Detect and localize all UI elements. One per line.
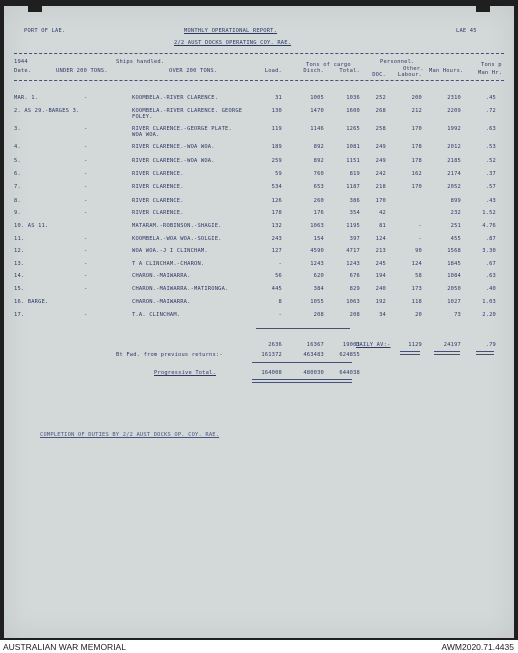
cell-tons-per-hour: 2.20 xyxy=(482,312,496,318)
cell-tons-per-hour: .72 xyxy=(485,108,496,114)
cell-labour: 170 xyxy=(411,126,422,132)
cell-under-200: - xyxy=(84,210,88,216)
cell-total: 1600 xyxy=(346,108,360,114)
cell-date: 7. xyxy=(14,184,21,190)
cell-doc: 242 xyxy=(375,171,386,177)
cell-tons-per-hour: 1.52 xyxy=(482,210,496,216)
cell-man-hours: 1568 xyxy=(447,248,461,254)
col-man-hours: Man Hours. xyxy=(429,68,464,74)
cell-over-200: CHARON.-MAIWARRA. xyxy=(132,299,191,305)
cell-total: 4717 xyxy=(346,248,360,254)
cell-over-200: KOOMBELA.-RIVER CLARENCE. GEORGE FOLEY. xyxy=(132,108,243,120)
archive-footer xyxy=(0,641,518,653)
cell-disch: 1055 xyxy=(310,299,324,305)
report-title: MONTHLY OPERATIONAL REPORT. xyxy=(184,28,278,34)
column-header-rule xyxy=(14,80,504,81)
cell-over-200: RIVER CLARENCE. xyxy=(132,210,184,216)
cell-over-200: RIVER CLARENCE. xyxy=(132,171,184,177)
cell-man-hours: 1084 xyxy=(447,273,461,279)
cell-doc: 268 xyxy=(375,108,386,114)
cell-under-200: - xyxy=(84,126,88,132)
total-doc: 1129 xyxy=(408,342,422,348)
col-load: Load. xyxy=(264,68,282,74)
cell-disch: 176 xyxy=(313,210,324,216)
cell-under-200: - xyxy=(84,198,88,204)
cell-total: 676 xyxy=(349,273,360,279)
cell-over-200: T.A. CLINCHAM. xyxy=(132,312,181,318)
cell-tons-per-hour: .43 xyxy=(485,198,496,204)
file-stamp: LAE 45 xyxy=(456,28,477,34)
cell-load: 119 xyxy=(271,126,282,132)
total-total: 19003 xyxy=(342,342,360,348)
cell-date: 4. xyxy=(14,144,21,150)
cell-over-200: KOOMBELA.-WOA WOA.-SOLGIE. xyxy=(132,236,222,242)
cell-man-hours: 2209 xyxy=(447,108,461,114)
cell-date: 16. BARGE. xyxy=(14,299,49,305)
cell-total: 1243 xyxy=(346,261,360,267)
cell-doc: 249 xyxy=(375,158,386,164)
progressive-total: 644038 xyxy=(339,370,360,376)
cell-date: 8. xyxy=(14,198,21,204)
cell-disch: 208 xyxy=(313,312,324,318)
cell-load: 189 xyxy=(271,144,282,150)
cell-man-hours: 2310 xyxy=(447,95,461,101)
cell-over-200: CHARON.-MAIWARRA. xyxy=(132,273,191,279)
cell-doc: 34 xyxy=(379,312,386,318)
cell-tons-per-hour: .57 xyxy=(485,184,496,190)
cell-under-200: - xyxy=(84,171,88,177)
cell-man-hours: 251 xyxy=(450,223,461,229)
cell-under-200: - xyxy=(84,236,88,242)
cell-date: 12. xyxy=(14,248,25,254)
cell-load: 31 xyxy=(275,95,282,101)
cell-over-200: RIVER CLARENCE. xyxy=(132,198,184,204)
cell-tons-per-hour: .63 xyxy=(485,126,496,132)
archive-name: AUSTRALIAN WAR MEMORIAL xyxy=(3,642,126,652)
cell-man-hours: 2185 xyxy=(447,158,461,164)
cell-labour: 200 xyxy=(411,95,422,101)
cell-tons-per-hour: .53 xyxy=(485,144,496,150)
cell-doc: 194 xyxy=(375,273,386,279)
cell-under-200: - xyxy=(84,144,88,150)
report-subtitle: 2/2 AUST DOCKS OPERATING COY. RAE. xyxy=(174,40,292,46)
cell-labour: 124 xyxy=(411,261,422,267)
cell-man-hours: 1845 xyxy=(447,261,461,267)
cell-man-hours: 2174 xyxy=(447,171,461,177)
total-load: 2636 xyxy=(268,342,282,348)
cell-total: 208 xyxy=(349,312,360,318)
cell-labour: 178 xyxy=(411,158,422,164)
cell-date: 11. xyxy=(14,236,25,242)
cell-under-200: - xyxy=(84,273,88,279)
cell-doc: 249 xyxy=(375,144,386,150)
cell-man-hours: 2050 xyxy=(447,286,461,292)
col-year: 1944 xyxy=(14,59,28,65)
port-label: PORT OF LAE. xyxy=(24,28,66,34)
cell-labour: 170 xyxy=(411,184,422,190)
totals-rule xyxy=(256,328,350,329)
cell-man-hours: 2052 xyxy=(447,184,461,190)
cell-disch: 1063 xyxy=(310,223,324,229)
cell-tons-per-hour: .40 xyxy=(485,286,496,292)
cell-disch: 260 xyxy=(313,198,324,204)
col-under: UNDER 200 TONS. xyxy=(56,68,108,74)
brought-forward-load: 161372 xyxy=(261,352,282,358)
cell-disch: 1005 xyxy=(310,95,324,101)
daily-average-label: DAILY AV:- xyxy=(356,342,391,348)
cell-total: 1195 xyxy=(346,223,360,229)
cell-under-200: - xyxy=(84,312,88,318)
cell-date: 5. xyxy=(14,158,21,164)
cell-load: 445 xyxy=(271,286,282,292)
cell-load: 259 xyxy=(271,158,282,164)
cell-tons-per-hour: .37 xyxy=(485,171,496,177)
cell-man-hours: 1027 xyxy=(447,299,461,305)
cell-total: 354 xyxy=(349,210,360,216)
cell-labour: - xyxy=(418,223,422,229)
cell-load: 243 xyxy=(271,236,282,242)
cell-date: 2. AS 29.-BARGES 3. xyxy=(14,108,80,114)
cell-man-hours: 899 xyxy=(450,198,461,204)
cell-disch: 653 xyxy=(313,184,324,190)
cell-labour: 178 xyxy=(411,144,422,150)
cell-over-200: KOOMBELA.-RIVER CLARENCE. xyxy=(132,95,219,101)
cell-tons-per-hour: 4.76 xyxy=(482,223,496,229)
cell-doc: 258 xyxy=(375,126,386,132)
underline xyxy=(476,351,494,355)
cell-tons-per-hour: .87 xyxy=(485,236,496,242)
cell-load: 130 xyxy=(271,108,282,114)
col-man-hr: Man Hr. xyxy=(478,70,503,76)
cell-disch: 892 xyxy=(313,158,324,164)
cell-disch: 1243 xyxy=(310,261,324,267)
header-rule xyxy=(14,53,504,54)
brought-forward-disch: 463483 xyxy=(303,352,324,358)
cell-labour: 90 xyxy=(415,248,422,254)
cell-labour: - xyxy=(418,236,422,242)
col-over: OVER 200 TONS. xyxy=(169,68,218,74)
cell-total: 1081 xyxy=(346,144,360,150)
staple-hole xyxy=(476,3,490,12)
cell-doc: 170 xyxy=(375,198,386,204)
col-tons-p: Tons p xyxy=(481,62,502,68)
total-tons-per-hour: .79 xyxy=(485,342,496,348)
cell-total: 1036 xyxy=(346,95,360,101)
cell-date: 14. xyxy=(14,273,25,279)
cell-disch: 760 xyxy=(313,171,324,177)
cell-load: 126 xyxy=(271,198,282,204)
cell-doc: 42 xyxy=(379,210,386,216)
cell-labour: 162 xyxy=(411,171,422,177)
cell-tons-per-hour: .67 xyxy=(485,261,496,267)
progressive-total-label: Progressive Total. xyxy=(154,370,217,376)
cell-man-hours: 73 xyxy=(454,312,461,318)
cell-disch: 892 xyxy=(313,144,324,150)
cell-under-200: - xyxy=(84,95,88,101)
cell-load: 127 xyxy=(271,248,282,254)
cell-labour: 58 xyxy=(415,273,422,279)
cell-disch: 384 xyxy=(313,286,324,292)
cell-over-200: RIVER CLARENCE.-GEORGE PLATE. WOA WOA. xyxy=(132,126,232,138)
cell-total: 386 xyxy=(349,198,360,204)
col-doc: DOC. xyxy=(372,72,386,78)
cell-load: 8 xyxy=(278,299,282,305)
cell-tons-per-hour: .63 xyxy=(485,273,496,279)
underline xyxy=(434,351,460,355)
cell-load: 132 xyxy=(271,223,282,229)
cell-date: 9. xyxy=(14,210,21,216)
cell-man-hours: 1992 xyxy=(447,126,461,132)
cell-labour: 173 xyxy=(411,286,422,292)
cell-total: 819 xyxy=(349,171,360,177)
cell-disch: 4590 xyxy=(310,248,324,254)
cell-load: - xyxy=(278,312,282,318)
cell-doc: 240 xyxy=(375,286,386,292)
cell-labour: 20 xyxy=(415,312,422,318)
cell-date: 6. xyxy=(14,171,21,177)
cell-date: 10. AS 11. xyxy=(14,223,49,229)
progressive-load: 164008 xyxy=(261,370,282,376)
cell-date: 3. xyxy=(14,126,21,132)
col-labour: Labour. xyxy=(397,72,422,78)
cell-over-200: RIVER CLARENCE. xyxy=(132,184,184,190)
cell-over-200: T A CLINCHAM.-CHARON. xyxy=(132,261,205,267)
cell-tons-per-hour: 3.30 xyxy=(482,248,496,254)
cell-tons-per-hour: .52 xyxy=(485,158,496,164)
cell-disch: 1146 xyxy=(310,126,324,132)
cell-over-200: MATARAM.-ROBINSON.-SHAGIE. xyxy=(132,223,222,229)
cell-disch: 154 xyxy=(313,236,324,242)
cell-load: 178 xyxy=(271,210,282,216)
progressive-double-underline xyxy=(252,379,352,383)
col-disch: Disch. xyxy=(303,68,324,74)
cell-labour: 118 xyxy=(411,299,422,305)
signature-line: COMPLETION OF DUTIES BY 2/2 AUST DOCKS OP. COY. RAE. xyxy=(40,432,220,438)
brought-forward-label: Bt Fwd. from previous returns:- xyxy=(116,352,223,358)
cell-doc: 192 xyxy=(375,299,386,305)
cell-over-200: WOA WOA.-J I CLINCHAM. xyxy=(132,248,208,254)
cell-load: 56 xyxy=(275,273,282,279)
cell-doc: 245 xyxy=(375,261,386,267)
cell-total: 829 xyxy=(349,286,360,292)
cell-doc: 252 xyxy=(375,95,386,101)
col-other: Other. xyxy=(403,66,424,72)
cell-disch: 1470 xyxy=(310,108,324,114)
document-page xyxy=(4,6,514,638)
cell-man-hours: 455 xyxy=(450,236,461,242)
cell-date: 13. xyxy=(14,261,25,267)
cell-tons-per-hour: 1.03 xyxy=(482,299,496,305)
cell-load: 534 xyxy=(271,184,282,190)
cell-load: 59 xyxy=(275,171,282,177)
cell-date: MAR. 1. xyxy=(14,95,39,101)
cell-disch: 620 xyxy=(313,273,324,279)
cell-over-200: RIVER CLARENCE.-WOA WOA. xyxy=(132,144,215,150)
col-ships-handled: Ships handled. xyxy=(116,59,165,65)
cell-labour: 212 xyxy=(411,108,422,114)
cell-total: 1265 xyxy=(346,126,360,132)
cell-doc: 81 xyxy=(379,223,386,229)
col-total: Total. xyxy=(339,68,360,74)
cell-tons-per-hour: .45 xyxy=(485,95,496,101)
col-date: Date. xyxy=(14,68,32,74)
cell-over-200: CHARON.-MAIWARRA.-MATIRONGA. xyxy=(132,286,229,292)
cell-man-hours: 232 xyxy=(450,210,461,216)
brought-forward-total: 624855 xyxy=(339,352,360,358)
cell-under-200: - xyxy=(84,286,88,292)
total-disch: 16367 xyxy=(306,342,324,348)
cell-doc: 218 xyxy=(375,184,386,190)
cell-under-200: - xyxy=(84,184,88,190)
cell-total: 1151 xyxy=(346,158,360,164)
cell-under-200: - xyxy=(84,248,88,254)
underline xyxy=(400,351,420,355)
cell-doc: 213 xyxy=(375,248,386,254)
total-man-hours: 24197 xyxy=(443,342,461,348)
progressive-rule xyxy=(252,362,352,363)
cell-over-200: RIVER CLARENCE.-WOA WOA. xyxy=(132,158,215,164)
cell-under-200: - xyxy=(84,261,88,267)
cell-under-200: - xyxy=(84,158,88,164)
archive-reference: AWM2020.71.4435 xyxy=(441,642,514,652)
cell-load: - xyxy=(278,261,282,267)
cell-total: 1187 xyxy=(346,184,360,190)
cell-doc: 124 xyxy=(375,236,386,242)
col-tons-group: Tons of cargo xyxy=(306,62,351,68)
cell-total: 397 xyxy=(349,236,360,242)
cell-date: 17. xyxy=(14,312,25,318)
cell-total: 1063 xyxy=(346,299,360,305)
staple-hole xyxy=(28,3,42,12)
progressive-disch: 480030 xyxy=(303,370,324,376)
col-personnel: Personnel. xyxy=(380,59,415,65)
cell-date: 15. xyxy=(14,286,25,292)
cell-man-hours: 2012 xyxy=(447,144,461,150)
